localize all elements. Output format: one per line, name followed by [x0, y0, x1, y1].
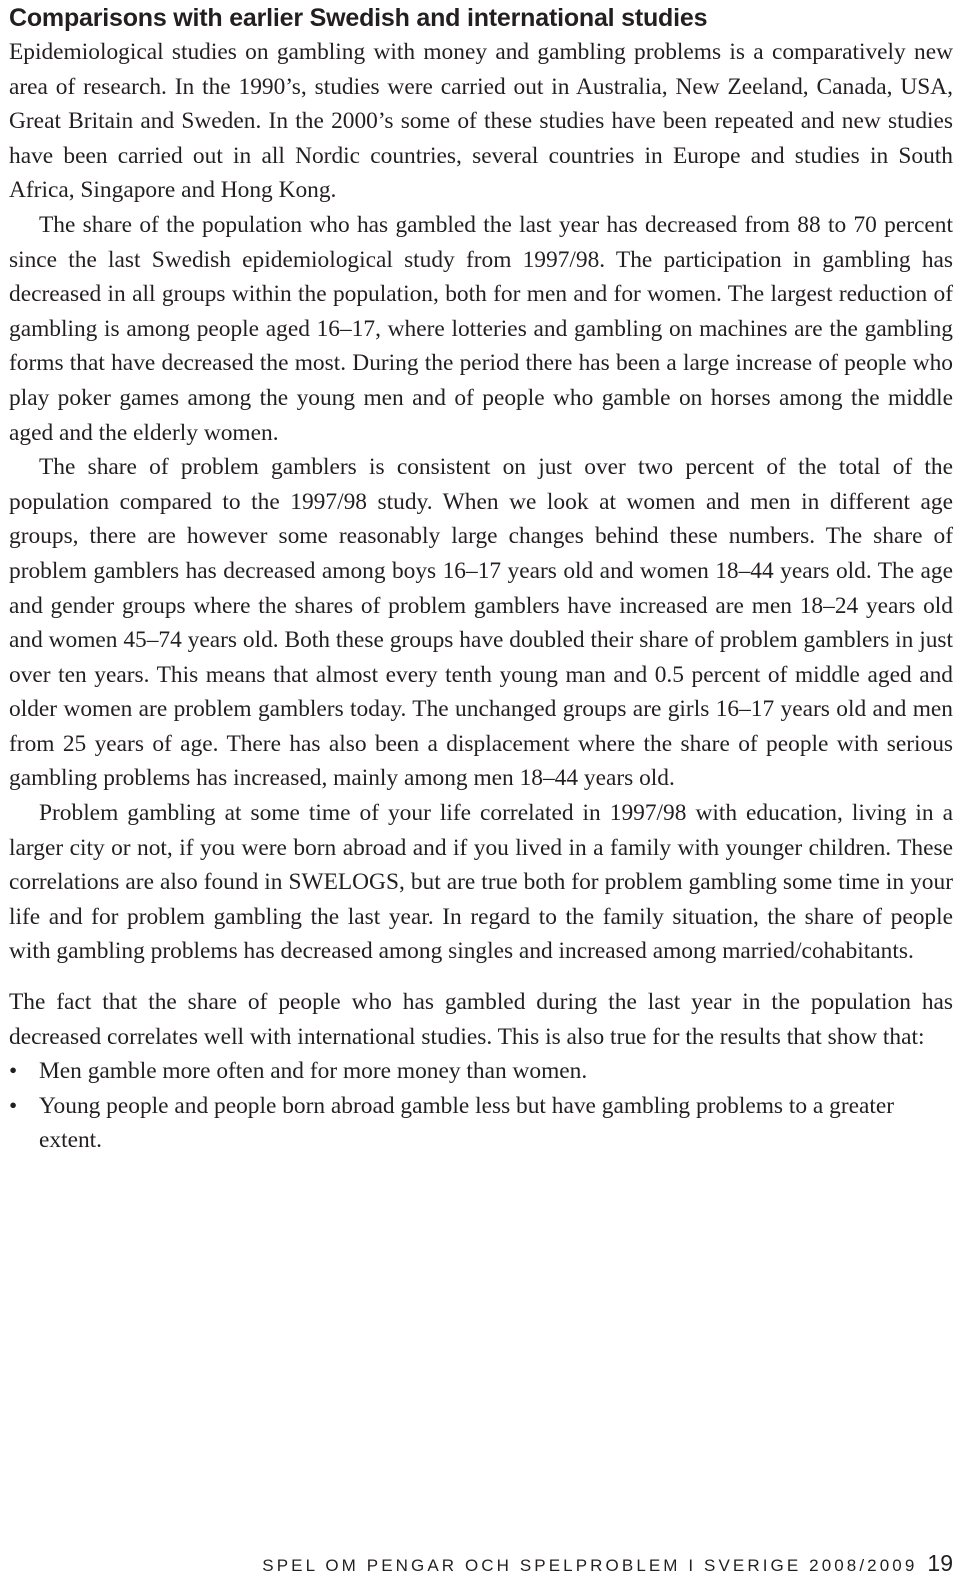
section-heading: Comparisons with earlier Swedish and international studies [9, 4, 708, 32]
paragraph-intro: Epidemiological studies on gambling with money and gambling problems is a comparatively new area of research. In the 1990’s, studies were carried out in Australia, New Zeeland, Canada, USA, Great Britain and Sweden. In the 2000’s some of these studies have been repeated and new studies have been carried out in all Nordic countries, several countries in Europe and studies in South Africa, Singapore and Hong Kong. [9, 39, 953, 204]
page-footer [0, 1550, 953, 1577]
paragraph-international: The fact that the share of people who has gambled during the last year in the population has decreased correlates well with international studies. This is also true for the results that show that: [9, 989, 953, 1050]
findings-list [9, 1054, 953, 1158]
document-page [9, 0, 953, 1158]
list-item [9, 1089, 953, 1158]
running-title: SPEL OM PENGAR OCH SPELPROBLEM I SVERIGE 2008/2009 [262, 1556, 918, 1575]
page-number: 19 [927, 1550, 953, 1576]
paragraph-correlations: Problem gambling at some time of your life correlated in 1997/98 with education, living in a larger city or not, if you were born abroad and if you lived in a family with younger children. These correlations are also found in SWELOGS, but are true both for problem gambling some time in your life and for problem gambling the last year. In regard to the family situation, the share of people with gambling problems has decreased among singles and increased among married/cohabitants. [9, 800, 953, 965]
list-item [9, 1054, 953, 1089]
paragraph-participation: The share of the population who has gambled the last year has decreased from 88 to 70 percent since the last Swedish epidemiological study from 1997/98. The participation in gambling has decreased in all groups within the population, both for men and for women. The largest reduction of gambling is among people aged 16–17, where lotteries and gambling on machines are the gambling forms that have decreased the most. During the period there has been a large increase of people who play poker games among the young men and of people who gamble on horses among the middle aged and the elderly women. [9, 211, 953, 446]
list-item-text: Young people and people born abroad gamble less but have gambling problems to a greater extent. [39, 1092, 895, 1154]
paragraph-problem-gamblers: The share of problem gamblers is consistent on just over two percent of the total of the population compared to the 1997/98 study. When we look at women and men in different age groups, there are however some reasonably large changes behind these numbers. The share of problem gamblers has decreased among boys 16–17 years old and women 18–44 years old. The age and gender groups where the shares of problem gamblers have increased are men 18–24 years old and women 45–74 years old. Both these groups have doubled their share of problem gamblers in just over ten years. This means that almost every tenth young man and 0.5 percent of middle aged and older women are problem gamblers today. The unchanged groups are girls 16–17 years old and men from 25 years of age. There has also been a displacement where the share of people with serious gambling problems has increased, mainly among men 18–44 years old. [9, 454, 953, 792]
bullet-icon: • [9, 1058, 18, 1085]
bullet-icon: • [9, 1092, 18, 1119]
list-item-text: Men gamble more often and for more money than women. [39, 1058, 588, 1085]
